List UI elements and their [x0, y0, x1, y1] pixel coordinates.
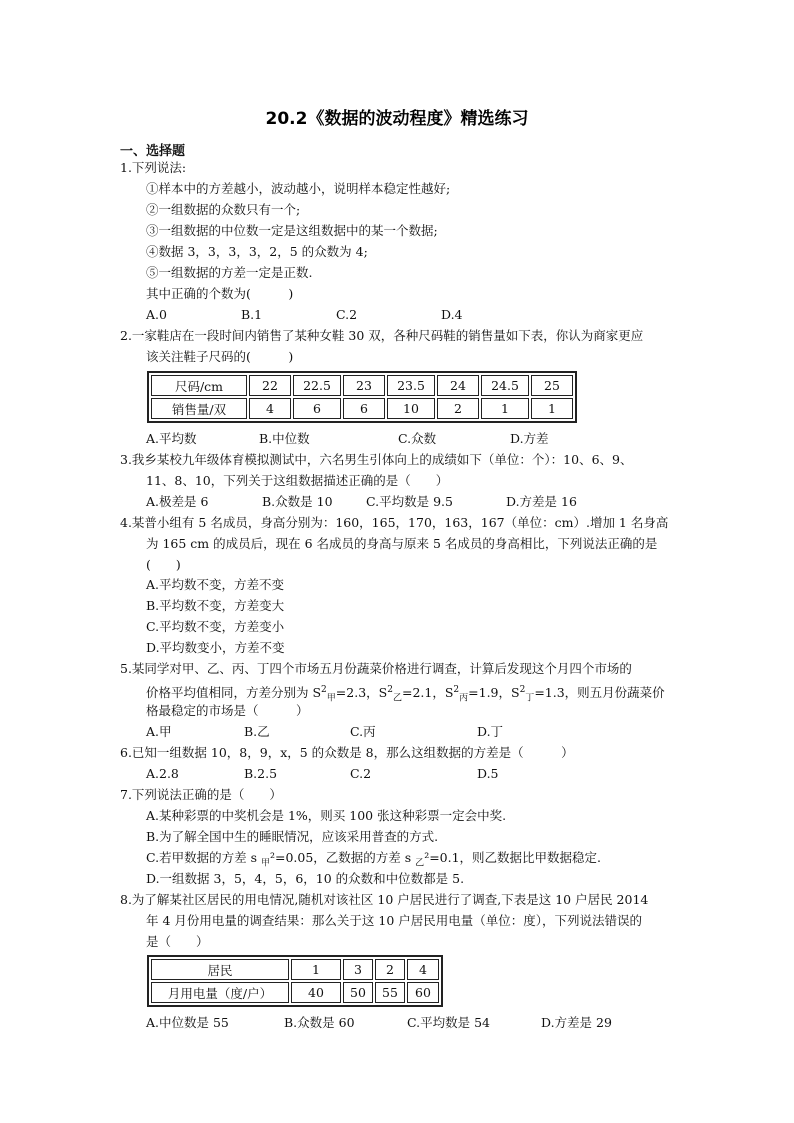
q4-option-a: A.平均数不变，方差不变 — [146, 577, 285, 592]
q1-question: 其中正确的个数为( ) — [146, 286, 294, 301]
section-heading: 一、选择题 — [120, 144, 186, 159]
table-row — [151, 398, 573, 419]
q3-option-d: D.方差是 16 — [506, 494, 577, 509]
q4-stem-line3: ( ) — [146, 557, 181, 572]
table-cell: 尺码/cm — [151, 375, 247, 396]
q2-option-b: B.中位数 — [259, 431, 310, 446]
table-row — [151, 959, 439, 980]
table-cell: 2 — [437, 398, 479, 419]
q3-stem-line2: 11、8、10，下列关于这组数据描述正确的是（ ） — [146, 473, 449, 488]
q7-option-b: B.为了解全国中生的睡眠情况，应该采用普查的方式. — [146, 829, 439, 844]
q7-stem: 7.下列说法正确的是（ ） — [120, 787, 282, 802]
table-cell: 10 — [387, 398, 435, 419]
q7-option-c: C.若甲数据的方差 s $_甲$²=0.05，乙数据的方差 s $_乙$²=0.1，则乙数据比甲数据稳定. — [146, 850, 602, 869]
table-cell: 6 — [293, 398, 341, 419]
q1-option-c: C.2 — [336, 307, 358, 322]
q8-option-c: C.平均数是 54 — [407, 1015, 490, 1030]
table-cell: 月用电量（度/户） — [151, 982, 289, 1003]
table-cell: 60 — [407, 982, 439, 1003]
table-cell: 50 — [343, 982, 373, 1003]
table-cell: 1 — [531, 398, 573, 419]
page-title: 20.2《数据的波动程度》精选练习 — [265, 109, 529, 129]
table-cell: 23 — [343, 375, 385, 396]
q1-stem: 1.下列说法: — [120, 160, 187, 175]
table-cell: 居民 — [151, 959, 289, 980]
q6-option-b: B.2.5 — [244, 766, 278, 781]
table-cell: 4 — [407, 959, 439, 980]
q2-option-c: C.众数 — [398, 431, 437, 446]
q2-size-table — [147, 371, 577, 423]
q3-option-c: C.平均数是 9.5 — [366, 494, 453, 509]
table-cell: 23.5 — [387, 375, 435, 396]
q4-option-b: B.平均数不变，方差变大 — [146, 598, 285, 613]
q3-option-b: B.众数是 10 — [262, 494, 333, 509]
q4-option-d: D.平均数变小，方差不变 — [146, 640, 285, 655]
q1-item-4: ④数据 3，3，3，3，2，5 的众数为 4; — [146, 244, 368, 259]
q7-option-a: A.某种彩票的中奖机会是 1%，则买 100 张这种彩票一定会中奖. — [146, 808, 507, 823]
table-cell: 4 — [249, 398, 291, 419]
table-cell: 3 — [343, 959, 373, 980]
table-cell: 1 — [291, 959, 341, 980]
q2-stem-line1: 2.一家鞋店在一段时间内销售了某种女鞋 30 双，各种尺码鞋的销售量如下表，你认为商家更应 — [120, 328, 644, 343]
q1-item-2: ②一组数据的众数只有一个; — [146, 202, 301, 217]
q1-item-5: ⑤一组数据的方差一定是正数. — [146, 265, 313, 280]
table-cell: 24.5 — [481, 375, 529, 396]
q5-stem-line3: 格最稳定的市场是（ ） — [146, 703, 309, 718]
q2-stem-line2: 该关注鞋子尺码的( ) — [146, 349, 294, 364]
q6-option-a: A.2.8 — [146, 766, 179, 781]
q1-option-a: A.0 — [146, 307, 167, 322]
q1-item-1: ①样本中的方差越小，波动越小，说明样本稳定性越好; — [146, 181, 451, 196]
table-cell: 25 — [531, 375, 573, 396]
q4-stem-line1: 4.某普小组有 5 名成员，身高分别为：160，165，170，163，167（单位：cm）.增加 1 名身高 — [120, 515, 669, 530]
table-cell: 22.5 — [293, 375, 341, 396]
q2-option-a: A.平均数 — [146, 431, 197, 446]
table-cell: 55 — [375, 982, 405, 1003]
q7-option-d: D.一组数据 3，5，4，5，6，10 的众数和中位数都是 5. — [146, 871, 465, 886]
q5-option-c: C.丙 — [350, 724, 376, 739]
q8-option-b: B.众数是 60 — [284, 1015, 355, 1030]
q8-usage-table — [147, 955, 443, 1007]
q5-stem-line2: 价格平均值相同，方差分别为 $S^2_甲=2.3$，$S^2_乙=2.1$，$S^2_丙=1.9$，$S^2_丁=1.3$，则五月份蔬菜价 — [146, 685, 665, 704]
q4-stem-line2: 为 165 cm 的成员后，现在 6 名成员的身高与原来 5 名成员的身高相比，下列说法正确的是 — [146, 536, 658, 551]
table-row — [151, 375, 573, 396]
q3-option-a: A.极差是 6 — [146, 494, 209, 509]
q4-option-c: C.平均数不变，方差变小 — [146, 619, 285, 634]
table-row — [151, 982, 439, 1003]
q8-stem-line1: 8.为了解某社区居民的用电情况,随机对该社区 10 户居民进行了调查,下表是这 10 户居民 2014 — [120, 892, 649, 907]
q8-stem-line2: 年 4 月份用电量的调查结果：那么关于这 10 户居民用电量（单位：度），下列说法错误的 — [146, 913, 643, 928]
q1-option-b: B.1 — [241, 307, 263, 322]
q5-option-d: D.丁 — [477, 724, 504, 739]
q2-option-d: D.方差 — [510, 431, 549, 446]
q6-option-c: C.2 — [350, 766, 372, 781]
table-cell: 22 — [249, 375, 291, 396]
q5-stem-line1: 5.某同学对甲、乙、丙、丁四个市场五月份蔬菜价格进行调查，计算后发现这个月四个市场的 — [120, 661, 632, 676]
q8-option-a: A.中位数是 55 — [146, 1015, 229, 1030]
q8-stem-line3: 是（ ） — [146, 934, 209, 949]
q6-option-d: D.5 — [477, 766, 499, 781]
q6-stem: 6.已知一组数据 10，8，9，x，5 的众数是 8，那么这组数据的方差是（ ） — [120, 745, 574, 760]
q1-option-d: D.4 — [441, 307, 463, 322]
table-cell: 销售量/双 — [151, 398, 247, 419]
q5-option-b: B.乙 — [244, 724, 270, 739]
table-cell: 2 — [375, 959, 405, 980]
q8-option-d: D.方差是 29 — [541, 1015, 612, 1030]
q5-option-a: A.甲 — [146, 724, 172, 739]
table-cell: 6 — [343, 398, 385, 419]
q1-item-3: ③一组数据的中位数一定是这组数据中的某一个数据; — [146, 223, 438, 238]
q3-stem-line1: 3.我乡某校九年级体育模拟测试中，六名男生引体向上的成绩如下（单位：个）：10、6、9、 — [120, 452, 633, 467]
table-cell: 40 — [291, 982, 341, 1003]
table-cell: 24 — [437, 375, 479, 396]
table-cell: 1 — [481, 398, 529, 419]
